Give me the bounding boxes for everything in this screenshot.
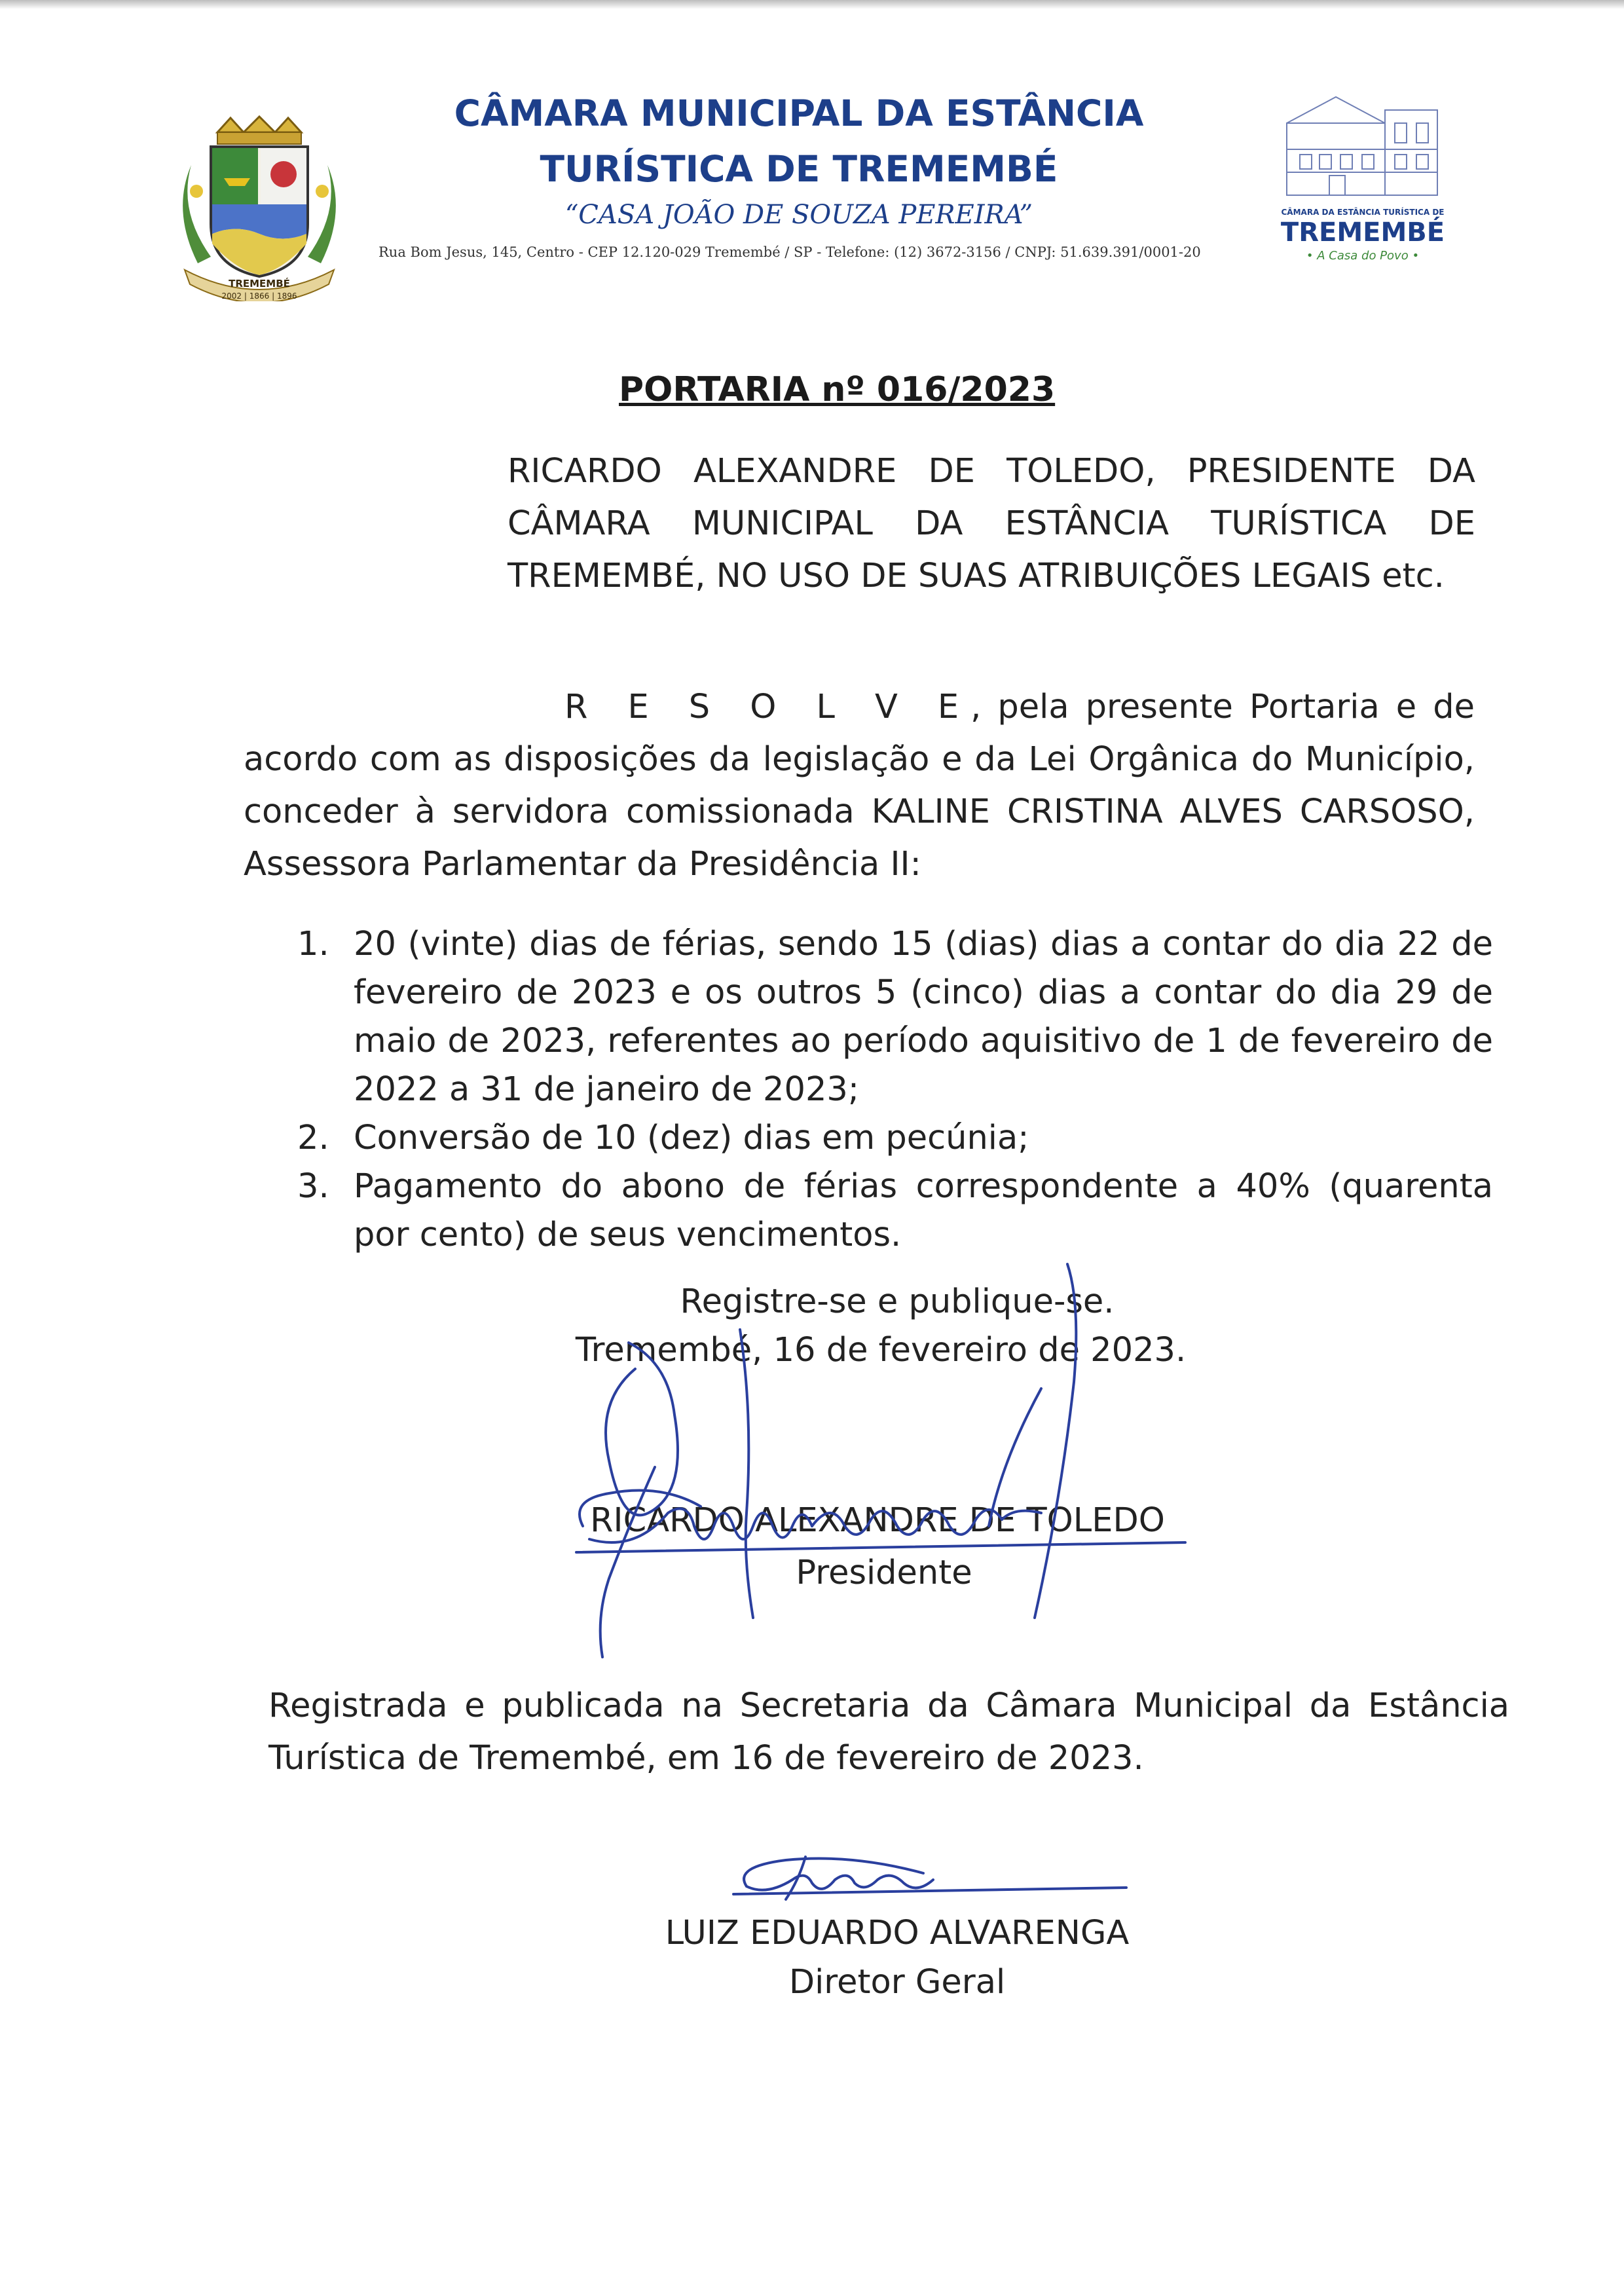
director-signature-icon — [707, 1847, 1133, 1919]
resolve-paragraph — [244, 681, 1475, 891]
director-name: LUIZ EDUARDO ALVARENGA — [665, 1914, 1130, 1952]
resolution-items-list — [288, 920, 1493, 1259]
list-item-text: Conversão de 10 (dez) dias em pecúnia; — [354, 1119, 1029, 1157]
list-item-number: 3. — [297, 1167, 329, 1206]
list-item — [288, 920, 1493, 1114]
crest-years-text: 2002 | 1866 | 1896 — [221, 291, 297, 301]
director-title: Diretor Geral — [788, 1963, 1006, 2002]
header-subtitle: “CASA JOÃO DE SOUZA PEREIRA” — [564, 200, 1033, 230]
logo-line3: • A Casa do Povo • — [1306, 249, 1420, 263]
list-item-text: Pagamento do abono de férias correspondente a 40% (quarenta por cento) de seus vencimentos. — [354, 1167, 1493, 1254]
president-signature-icon — [557, 1251, 1251, 1670]
header-address: Rua Bom Jesus, 145, Centro - CEP 12.120-029 Tremembé / SP - Telefone: (12) 3672-3156 / CNPJ: 51.639.391/0001-20 — [378, 244, 1201, 260]
list-item-text: 20 (vinte) dias de férias, sendo 15 (dias) dias a contar do dia 22 de fevereiro de 2023 e os outros 5 (cinco) dias a contar do dia 29 de maio de 2023, referentes ao período aquisitivo de 1 de fevereiro de 2022 a 31 de janeiro de 2023; — [354, 925, 1493, 1109]
list-item-number: 1. — [297, 925, 329, 963]
crest-banner-text: TREMEMBÉ — [229, 278, 290, 289]
logo-line2: TREMEMBÉ — [1280, 217, 1445, 248]
president-title: Presidente — [796, 1554, 972, 1592]
header-title-line2: TURÍSTICA DE TREMEMBÉ — [540, 148, 1058, 190]
municipal-crest-icon — [172, 113, 347, 301]
president-name: RICARDO ALEXANDRE DE TOLEDO — [590, 1501, 1165, 1540]
resolve-text: , pela presente Portaria e de acordo com as disposições da legislação e da Lei Orgânica do Município, conceder à servidora comissionada KALINE CRISTINA ALVES CARSOSO, Assessora Parlamentar da Presidência II: — [244, 688, 1475, 884]
list-item — [288, 1163, 1493, 1259]
resolve-word: R E S O L V E — [564, 688, 971, 726]
list-item-number: 2. — [297, 1119, 329, 1157]
publication-note: Registrada e publicada na Secretaria da Câmara Municipal da Estância Turística de Tremembé, em 16 de fevereiro de 2023. — [268, 1687, 1509, 1778]
header-title-line1: CÂMARA MUNICIPAL DA ESTÂNCIA — [454, 92, 1144, 134]
scan-edge-shadow — [0, 0, 1624, 9]
place-date-line: Tremembé, 16 de fevereiro de 2023. — [575, 1331, 1187, 1370]
list-item — [288, 1114, 1493, 1163]
document-title: PORTARIA nº 016/2023 — [619, 370, 1056, 409]
register-line: Registre-se e publique-se. — [680, 1282, 1115, 1321]
preamble-paragraph: RICARDO ALEXANDRE DE TOLEDO, PRESIDENTE DA CÂMARA MUNICIPAL DA ESTÂNCIA TURÍSTICA DE TREMEMBÉ, NO USO DE SUAS ATRIBUIÇÕES LEGAIS etc. — [507, 452, 1475, 595]
camara-building-logo-icon — [1267, 77, 1458, 267]
logo-line1: CÂMARA DA ESTÂNCIA TURÍSTICA DE — [1281, 208, 1445, 217]
